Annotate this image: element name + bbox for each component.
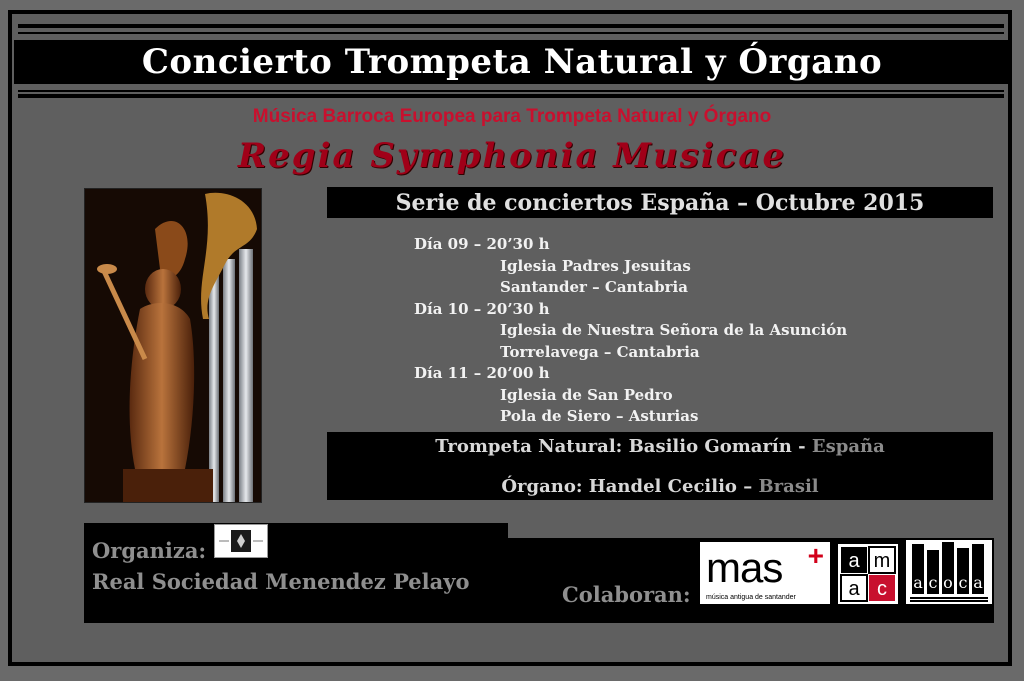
performer-role: Trompeta Natural: Basilio Gomarín <box>435 436 792 457</box>
title-rule-thin <box>18 90 1004 92</box>
performer-role: Órgano: Handel Cecilio <box>501 476 737 497</box>
performer-country: España <box>811 436 885 457</box>
amac-letter: m <box>873 550 891 572</box>
amac-letter: c <box>877 578 887 600</box>
performer-separator: – <box>736 476 759 497</box>
mas-logo <box>700 542 830 604</box>
amac-logo-mark <box>838 544 898 604</box>
poster-title: Concierto Trompeta Natural y Órgano <box>141 42 883 82</box>
performers-box <box>327 432 993 500</box>
event-date: Día 10 – 20’30 h <box>414 299 550 318</box>
event-place: Torrelavega – Cantabria <box>500 342 700 361</box>
title-bar <box>14 40 1010 84</box>
rsmp-logo <box>214 524 268 558</box>
event-date: Día 09 – 20’30 h <box>414 235 550 253</box>
acoca-logo-mark <box>906 540 992 604</box>
top-rule <box>18 24 1004 28</box>
ensemble-name: Regia Symphonia Musicae <box>237 136 787 176</box>
performer-trumpet <box>327 436 993 457</box>
series-banner: Serie de conciertos España – Octubre 2015 <box>327 187 993 218</box>
event-venue: Iglesia de Nuestra Señora de la Asunción <box>500 321 848 339</box>
amac-letter: a <box>848 578 860 600</box>
performer-organ <box>327 476 993 497</box>
poster-subtitle: Música Barroca Europea para Trompeta Natural y Órgano <box>252 106 772 127</box>
organizer-name: Real Sociedad Menendez Pelayo <box>92 569 470 594</box>
organ-angel-illustration <box>85 189 261 502</box>
rsmp-emblem-icon <box>215 525 267 557</box>
organizer-label: Organiza: <box>92 538 207 563</box>
event-venue: Iglesia de San Pedro <box>500 385 673 404</box>
top-rule-thin <box>18 32 1004 34</box>
collaborators-label: Colaboran: <box>562 582 691 607</box>
event-place: Pola de Siero – Asturias <box>500 407 699 425</box>
event-date: Día 11 – 20’00 h <box>414 364 550 382</box>
event-schedule <box>414 234 847 428</box>
acoca-logo <box>906 540 992 604</box>
amac-logo <box>838 544 898 604</box>
acoca-letter: a <box>973 573 983 592</box>
event-venue: Iglesia Padres Jesuitas <box>500 256 691 275</box>
mas-logo-word: mas <box>706 544 783 591</box>
organ-angel-photo <box>84 188 262 503</box>
amac-letter: a <box>848 550 860 572</box>
title-rule <box>18 94 1004 98</box>
acoca-letter: o <box>943 573 953 592</box>
performer-separator: - <box>791 436 812 457</box>
acoca-letter: c <box>958 573 968 592</box>
mas-logo-tagline: música antigua de santander <box>706 594 796 601</box>
acoca-letter: a <box>913 573 923 592</box>
performer-country: Brasil <box>758 476 819 497</box>
acoca-letter: c <box>928 573 938 592</box>
event-place: Santander – Cantabria <box>500 278 688 296</box>
mas-logo-plus: + <box>807 540 824 571</box>
